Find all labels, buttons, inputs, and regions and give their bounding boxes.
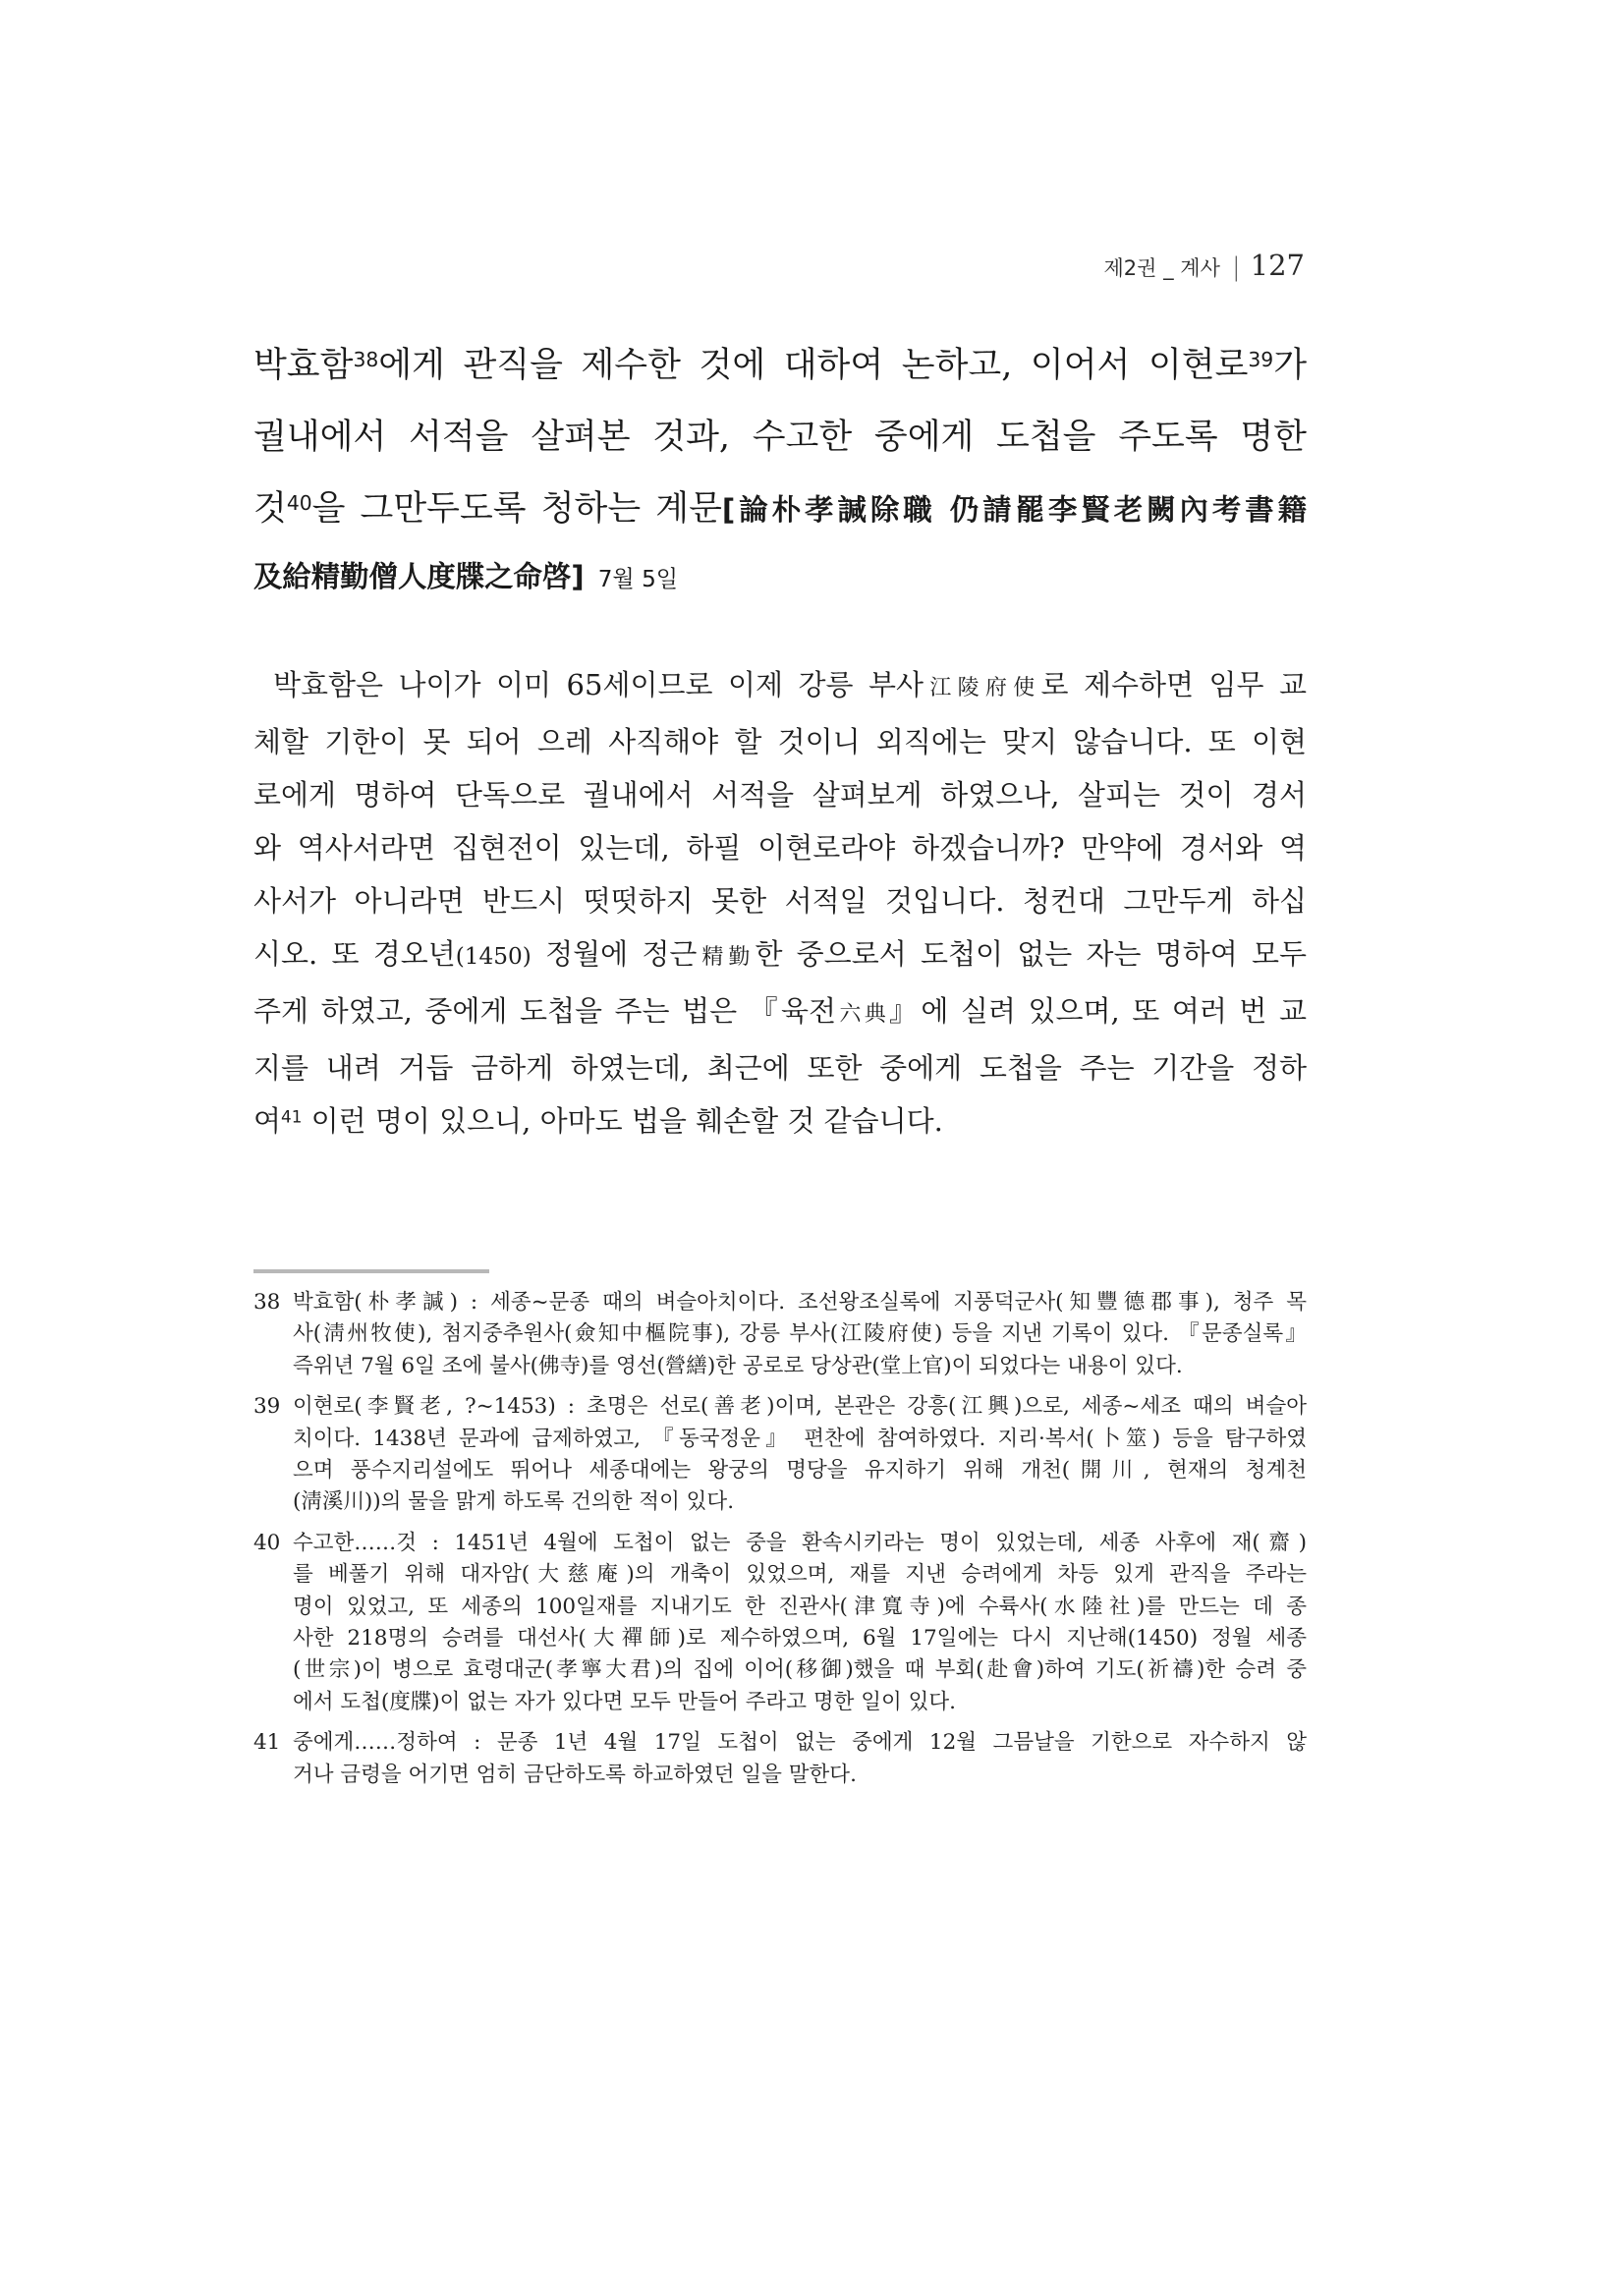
body-line	[253, 1041, 1307, 1094]
footnote-line: 중에게……정하여 : 문종 1년 4월 17일 도첩이 없는 중에게 12월 그믐날을 기한으로 자수하지 않	[293, 1730, 1307, 1756]
body-line	[253, 984, 1307, 1041]
body-hanja: 精勤	[697, 945, 756, 970]
footnote-line: (世宗)이 병으로 효령대군(孝寧大君)의 집에 이어(移御)했을 때 부회(赴會)하여 기도(祈禱)한 승려 중	[293, 1657, 1307, 1683]
body-text: 로에게 명하여 단독으로 궐내에서 서적을 살펴보게 하였으나, 살피는 것이 경서	[253, 778, 1307, 812]
footnote-line: 이현로(李賢老, ?~1453) : 초명은 선로(善老)이며, 본관은 강흥(江興)으로, 세종~세조 때의 벼슬아	[293, 1394, 1307, 1420]
footnote-line: (淸溪川))의 물을 맑게 하도록 건의한 적이 있다.	[293, 1489, 735, 1515]
footnote-line: 명이 있었고, 또 세종의 100일재를 지내기도 한 진관사(津寬寺)에 수륙사(水陸社)를 만드는 데 종	[293, 1594, 1307, 1619]
title-text: 가	[1273, 346, 1307, 385]
footnote-line: 거나 금령을 어기면 엄히 금단하도록 하교하였던 일을 말한다.	[293, 1762, 857, 1787]
body-text: 로 제수하면 임무 교	[1040, 668, 1307, 701]
footnote-line: 를 베풀기 위해 대자암(大慈庵)의 개축이 있었으며, 재를 지낸 승려에게 차등 있게 관직을 주라는	[293, 1562, 1307, 1588]
title-text: 에게 관직을 제수한 것에 대하여 논하고, 이어서 이현로	[378, 346, 1249, 385]
footnote-ref: 38	[353, 347, 379, 371]
footnote-line: 즉위년 7월 6일 조에 불사(佛寺)를 영선(營繕)한 공로로 당상관(堂上官)이 되었다는 내용이 있다.	[293, 1353, 1183, 1378]
footnote-line: 박효함(朴孝諴) : 세종~문종 때의 벼슬아치이다. 조선왕조실록에 지풍덕군사(知豐德郡事), 청주 목	[293, 1290, 1307, 1315]
body-line	[253, 715, 1307, 768]
body-line	[253, 1094, 1307, 1148]
title-line	[253, 474, 1307, 546]
title-text: 을 그만두도록 청하는 계문	[311, 489, 722, 529]
body-line	[253, 768, 1307, 821]
body-text: 지를 내려 거듭 금하게 하였는데, 최근에 또한 중에게 도첩을 주는 기간을 정하	[253, 1051, 1307, 1085]
footnote-number: 39	[253, 1394, 281, 1420]
body-line	[253, 658, 1307, 715]
footnote-ref: 41	[281, 1106, 303, 1127]
body-hanja: 六典	[836, 1002, 890, 1027]
body-line	[253, 927, 1307, 984]
body-text: 이런 명이 있으니, 아마도 법을 훼손할 것 같습니다.	[302, 1104, 943, 1138]
header-divider: |	[1231, 252, 1241, 282]
body-hanja: 江陵府使	[924, 676, 1041, 700]
title-line	[253, 330, 1307, 402]
title-date: 7월 5일	[597, 567, 679, 592]
page-number: 127	[1250, 249, 1305, 282]
title-line	[253, 402, 1307, 474]
body-text: 여	[253, 1104, 282, 1138]
title-text: 것	[253, 489, 287, 529]
footnote-line: 치이다. 1438년 문과에 급제하였고, 『동국정운』 편찬에 참여하였다. 지리·복서(卜筮) 등을 탐구하였	[293, 1426, 1307, 1451]
footnote	[253, 1391, 1307, 1519]
body-text: 정월에 정근	[531, 937, 698, 971]
footnote-number: 41	[253, 1730, 281, 1756]
title-text: 박효함	[253, 346, 354, 385]
title-line	[253, 546, 1307, 609]
body-text: 체할 기한이 못 되어 으레 사직해야 할 것이니 외직에는 맞지 않습니다. 또 이현	[253, 725, 1307, 758]
body-line	[253, 821, 1307, 874]
footnote	[253, 1287, 1307, 1382]
body-text: 와 역사서라면 집현전이 있는데, 하필 이현로라야 하겠습니까? 만약에 경서와 역	[253, 831, 1307, 865]
footnote	[253, 1727, 1307, 1791]
body-text: 주게 하였고, 중에게 도첩을 주는 법은 『육전	[253, 994, 837, 1028]
footnote-line: 사(淸州牧使), 첨지중추원사(僉知中樞院事), 강릉 부사(江陵府使) 등을 지낸 기록이 있다. 『문종실록』	[293, 1321, 1307, 1347]
footnote-line: 수고한……것 : 1451년 4월에 도첩이 없는 중을 환속시키라는 명이 있었는데, 세종 사후에 재(齋)	[293, 1530, 1307, 1555]
body-text: 사서가 아니라면 반드시 떳떳하지 못한 서적일 것입니다. 청컨대 그만두게 하십	[253, 884, 1307, 918]
section-title	[253, 330, 1307, 609]
title-text: 궐내에서 서적을 살펴본 것과, 수고한 중에게 도첩을 주도록 명한	[253, 418, 1307, 457]
running-title: 제2권 _ 계사	[1103, 256, 1220, 280]
footnote-number: 40	[253, 1530, 281, 1555]
title-hanja: 及給精勤僧人度牒之命啓]	[253, 560, 585, 593]
footnote-number: 38	[253, 1290, 281, 1315]
body-paragraph	[253, 658, 1307, 1148]
title-hanja: [論朴孝諴除職 仍請罷李賢老闕內考書籍	[721, 493, 1307, 527]
body-text: 시오. 또 경오년	[253, 937, 456, 971]
body-year: (1450)	[455, 943, 532, 970]
footnotes	[253, 1287, 1307, 1800]
footnote-ref: 39	[1248, 347, 1274, 371]
footnote-line: 사한 218명의 승려를 대선사(大禪師)로 제수하였으며, 6월 17일에는 다시 지난해(1450) 정월 세종	[293, 1626, 1307, 1652]
footnote-separator	[253, 1269, 489, 1273]
body-text: 』에 실려 있으며, 또 여러 번 교	[889, 994, 1307, 1028]
footnote	[253, 1528, 1307, 1718]
body-text: 박효함은 나이가 이미 65세이므로 이제 강릉 부사	[273, 668, 924, 701]
body-line	[253, 874, 1307, 927]
footnote-ref: 40	[286, 490, 312, 515]
footnote-line: 으며 풍수지리설에도 뛰어나 세종대에는 왕궁의 명당을 유지하기 위해 개천(開川, 현재의 청계천	[293, 1458, 1307, 1484]
body-text: 한 중으로서 도첩이 없는 자는 명하여 모두	[755, 937, 1307, 971]
footnote-line: 에서 도첩(度牒)이 없는 자가 있다면 모두 만들어 주라고 명한 일이 있다.	[293, 1689, 956, 1714]
running-header	[1104, 246, 1305, 290]
